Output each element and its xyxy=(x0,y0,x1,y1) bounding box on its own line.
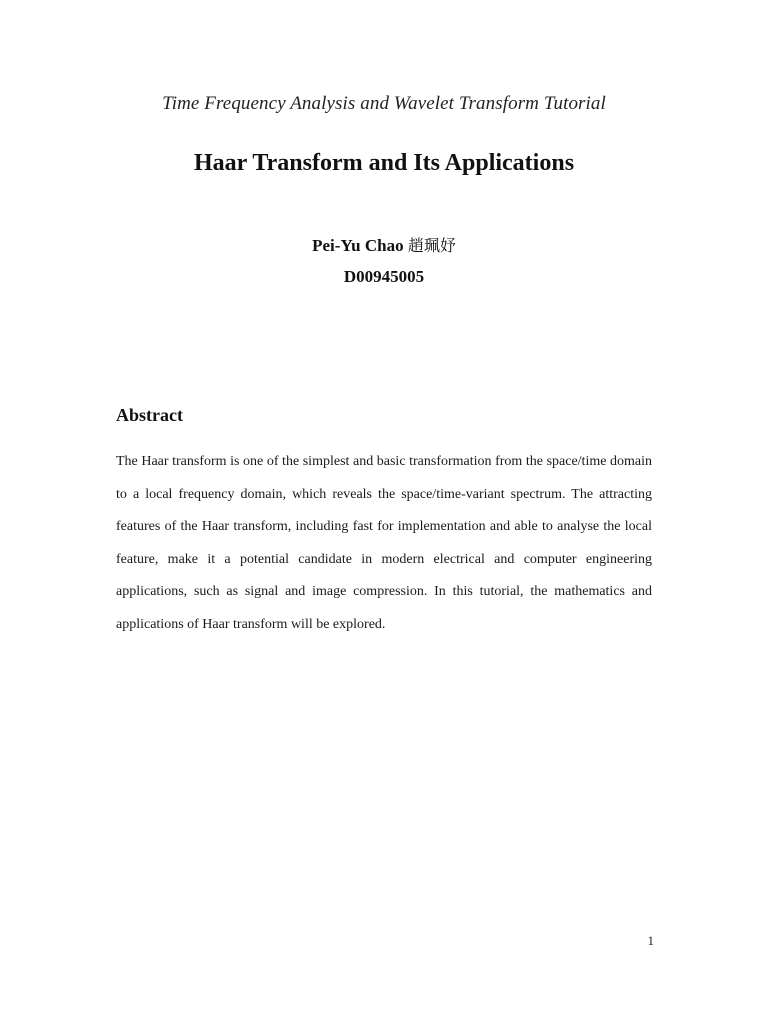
abstract-body: The Haar transform is one of the simplest and basic transformation from the space/time domain to a local frequency domain, which reveals the space/time-variant spectrum. The attracting features of the Haar transform, including fast for implementation and able to analyse the local feature, make it a potential candidate in modern electrical and computer engineering applications, such as signal and image compression. In this tutorial, the mathematics and applications of Haar transform will be explored. xyxy=(116,454,652,632)
abstract-heading: Abstract xyxy=(116,405,183,425)
document-title: Haar Transform and Its Applications xyxy=(193,150,575,176)
author-line xyxy=(0,233,768,256)
page-number: 1 xyxy=(647,933,654,948)
author-name: Pei-Yu Chao xyxy=(312,236,404,255)
author-student-id: D00945005 xyxy=(343,267,425,286)
running-title: Time Frequency Analysis and Wavelet Transform Tutorial xyxy=(162,93,606,114)
author-name-cjk: 趙珮妤 xyxy=(407,236,456,255)
